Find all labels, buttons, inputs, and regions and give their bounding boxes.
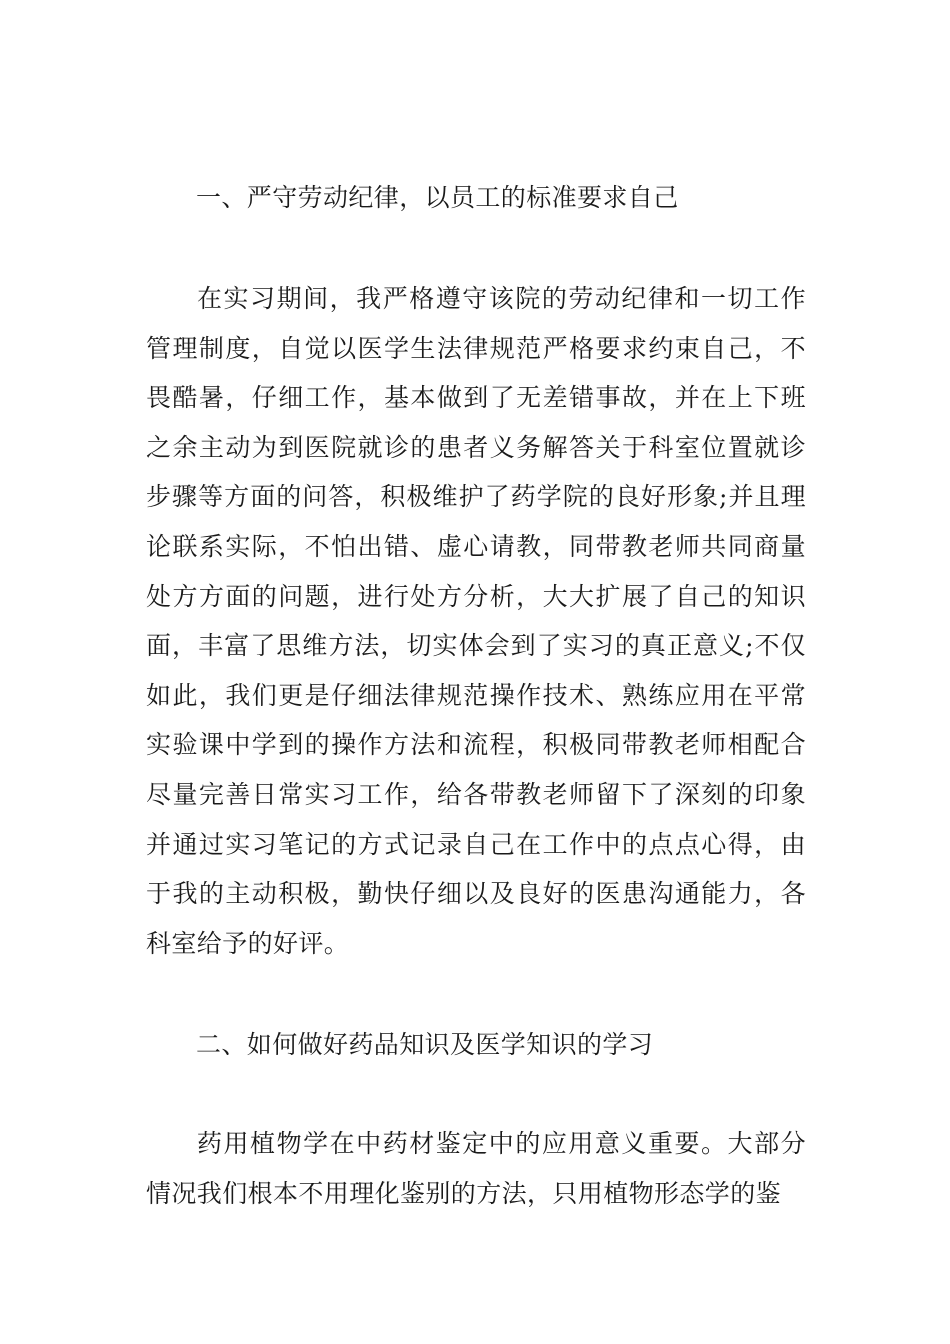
section-heading-1: 一、严守劳动纪律，以员工的标准要求自己 bbox=[196, 183, 679, 212]
section-heading-2: 二、如何做好药品知识及医学知识的学习 bbox=[196, 1030, 654, 1059]
section-paragraph-2: 药用植物学在中药材鉴定中的应用意义重要。大部分情况我们根本不用理化鉴别的方法，只用植物形态学的鉴 bbox=[146, 1129, 806, 1208]
section-paragraph-1: 在实习期间，我严格遵守该院的劳动纪律和一切工作管理制度，自觉以医学生法律规范严格要求约束自己，不畏酷暑，仔细工作，基本做到了无差错事故，并在上下班之余主动为到医院就诊的患者义务解答关于科室位置就诊步骤等方面的问答，积极维护了药学院的良好形象;并且理论联系实际，不怕出错、虚心请教，同带教老师共同商量处方方面的问题，进行处方分析，大大扩展了自己的知识面，丰富了思维方法，切实体会到了实习的真正意义;不仅如此，我们更是仔细法律规范操作技术、熟练应用在平常实验课中学到的操作方法和流程，积极同带教老师相配合尽量完善日常实习工作，给各带教老师留下了深刻的印象并通过实习笔记的方式记录自己在工作中的点点心得，由于我的主动积极，勤快仔细以及良好的医患沟通能力，各科室给予的好评。 bbox=[146, 284, 806, 958]
